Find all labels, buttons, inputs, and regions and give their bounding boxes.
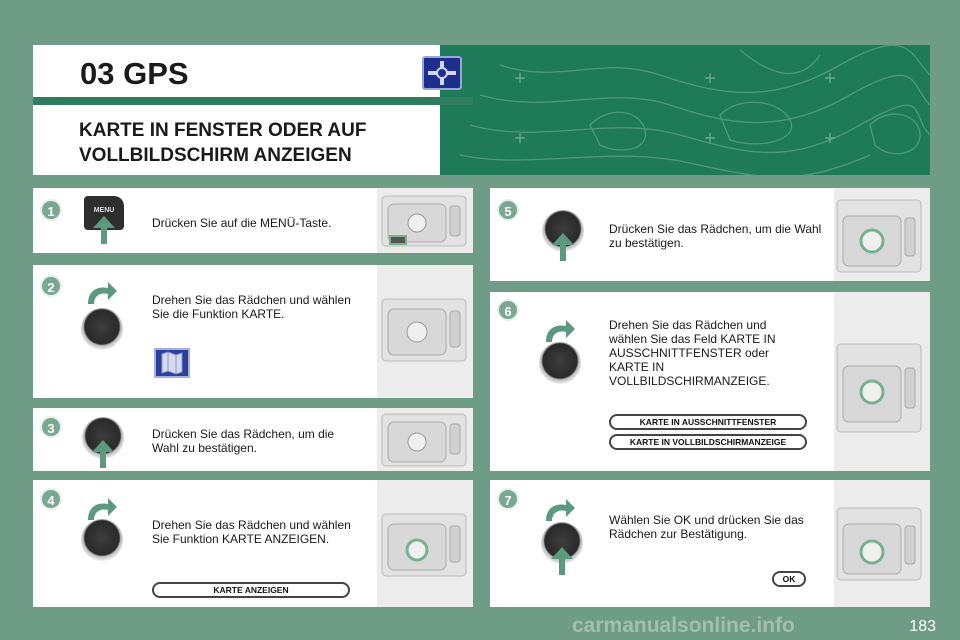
turn-arrow-icon (542, 497, 576, 523)
step-text: Drehen Sie das Rädchen und wählen Sie die Funktion KARTE. (152, 293, 351, 321)
press-arrow-icon (556, 547, 568, 575)
step-text: Drücken Sie das Rädchen, um die Wahl zu bestätigen. (609, 222, 822, 250)
step-number-badge: 6 (497, 299, 519, 321)
turn-arrow-icon (542, 318, 576, 344)
header-stripe (33, 97, 473, 105)
rotary-knob-icon (539, 342, 581, 384)
radio-panel-icon (835, 504, 925, 584)
press-arrow-icon (97, 440, 109, 468)
option-ok[interactable]: OK (772, 571, 806, 587)
step-text: Drehen Sie das Rädchen und wählen Sie das Feld KARTE IN AUSSCHNITTFENSTER oder KARTE IN VOLLBILDSCHIRMANZEIGE. (609, 318, 776, 388)
rotary-knob-icon (81, 308, 123, 350)
watermark: carmanualsonline.info (572, 614, 795, 637)
radio-panel-icon (835, 196, 925, 276)
radio-panel-icon (835, 340, 925, 440)
topographic-map-graphic (440, 45, 930, 175)
option-karte-anzeigen[interactable]: KARTE ANZEIGEN (152, 582, 350, 598)
page-number: 183 (909, 618, 936, 635)
option-karte-in-ausschnittfenster[interactable]: KARTE IN AUSSCHNITTFENSTER (609, 414, 807, 430)
gps-crosshair-icon (422, 56, 462, 90)
radio-panel-icon (380, 412, 470, 468)
radio-panel-icon (380, 192, 470, 250)
step-number-badge: 2 (40, 275, 62, 297)
step-text: Wählen Sie OK und drücken Sie das Rädchen zur Bestätigung. (609, 513, 804, 541)
radio-panel-icon (380, 295, 470, 367)
step-number-badge: 3 (40, 416, 62, 438)
step-text: Drehen Sie das Rädchen und wählen Sie Funktion KARTE ANZEIGEN. (152, 518, 351, 546)
step-number-badge: 4 (40, 488, 62, 510)
chapter-title: 03 GPS (80, 56, 189, 91)
map-function-icon (154, 348, 190, 378)
section-title: KARTE IN FENSTER ODER AUF VOLLBILDSCHIRM ANZEIGEN (79, 120, 367, 166)
step-number-badge: 1 (40, 199, 62, 221)
option-karte-in-vollbildschirmanzeige[interactable]: KARTE IN VOLLBILDSCHIRMANZEIGE (609, 434, 807, 450)
turn-arrow-icon (84, 280, 118, 306)
step-number-badge: 5 (497, 199, 519, 221)
step-text: Drücken Sie auf die MENÜ-Taste. (152, 216, 332, 230)
step-text: Drücken Sie das Rädchen, um die Wahl zu bestätigen. (152, 427, 335, 455)
rotary-knob-icon (81, 519, 123, 561)
press-arrow-icon (557, 233, 569, 261)
menu-key-icon: MENU (84, 196, 124, 230)
radio-panel-icon (380, 510, 470, 582)
step-number-badge: 7 (497, 488, 519, 510)
press-arrow-icon (98, 216, 110, 244)
